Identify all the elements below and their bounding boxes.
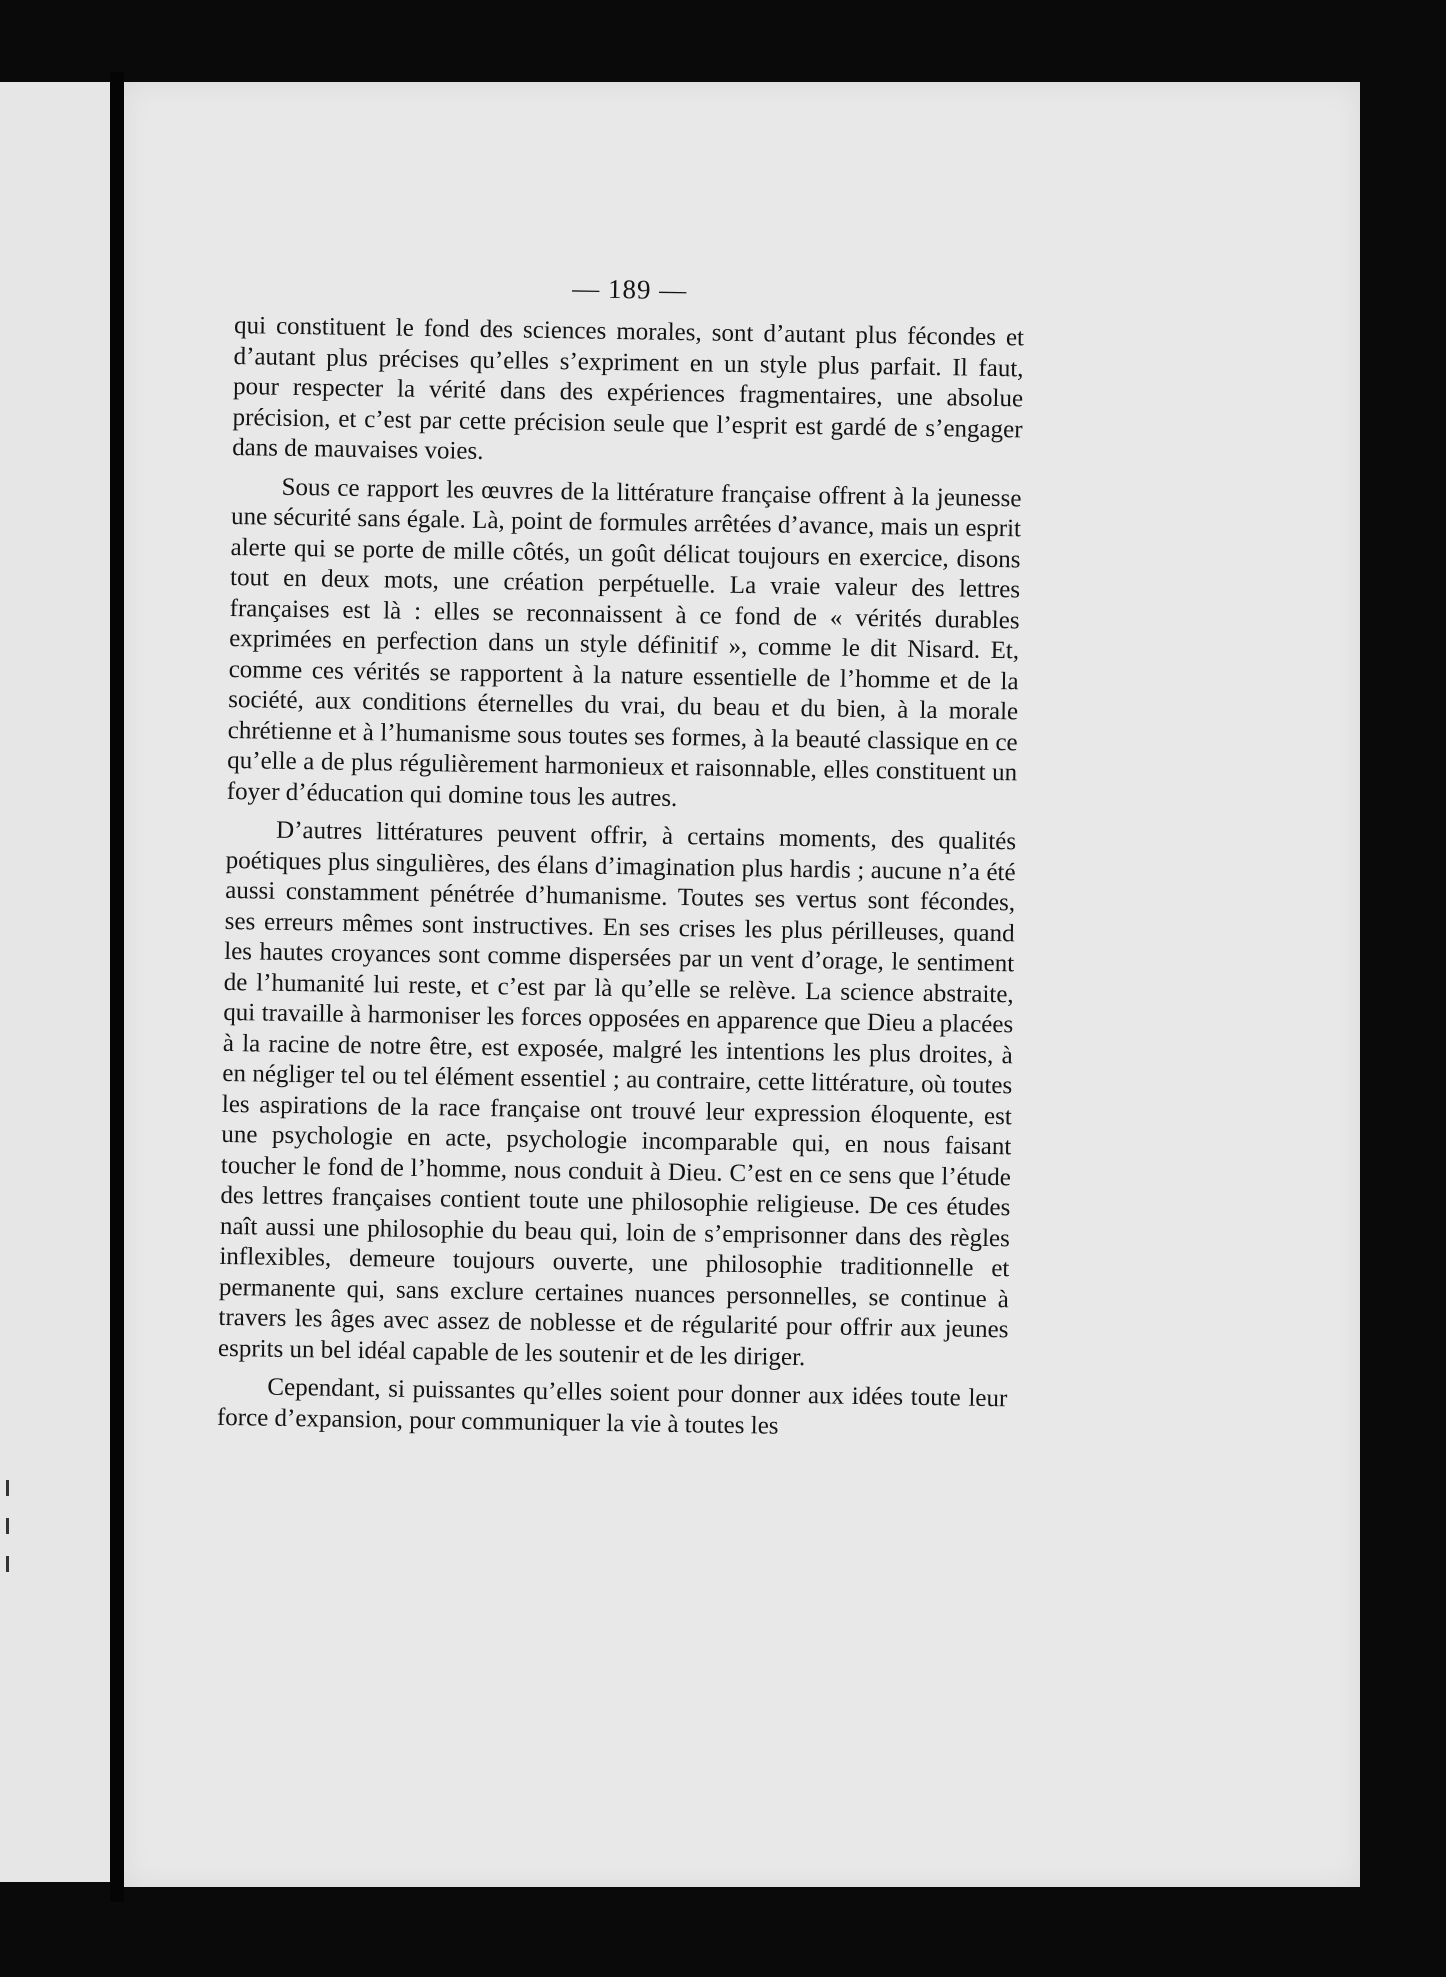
book-spine bbox=[110, 72, 124, 1902]
facing-page-edge bbox=[0, 82, 110, 1882]
paragraph: Sous ce rapport les œuvres de la littérature française offrent à la jeunesse une sécurité sans égale. Là, point de formules arrêtées d’avance, mais un esprit alerte qui se porte de mille côtés, un goût délicat toujours en exercice, disons tout en deux mots, une création perpétuelle. La vraie valeur des lettres françaises est là : elles se reconnaissent à ce fond de « vérités durables exprimées en perfection dans un style définitif », comme le dit Nisard. Et, comme ces vérités se rapportent à la nature essentielle de l’homme et de la société, aux conditions éternelles du vrai, du beau et du bien, à la morale chrétienne et à l’humanisme sous toutes ses formes, à la beauté classique en ce qu’elle a de plus régulièrement harmonieux et raisonnable, elles constituent un foyer d’éducation qui domine tous les autres. bbox=[226, 473, 1022, 812]
margin-marks bbox=[6, 1480, 12, 1594]
paragraph: qui constituent le fond des sciences morales, sont d’autant plus fécondes et d’autant plus précises qu’elles s’expriment en un style plus parfait. Il faut, pour respecter la vérité dans des expériences fragmentaires, une absolue précision, et c’est par cette précision seule que l’esprit est gardé de s’engager dans de mauvaises voies. bbox=[231, 311, 1025, 465]
page-content bbox=[217, 268, 1025, 1453]
paragraph: Cependant, si puissantes qu’elles soient pour donner aux idées toute leur force d’expansion, pour communiquer la vie à toutes les bbox=[216, 1373, 1008, 1440]
paragraph: D’autres littératures peuvent offrir, à certains moments, des qualités poétiques plus singulières, des élans d’imagination plus hardis ; aucune n’a été aussi constamment pénétrée d’humanisme. Toutes ses vertus sont fécondes, ses erreurs mêmes sont instructives. En ses crises les plus périlleuses, quand les hautes croyances sont comme dispersées par un vent d’orage, le sentiment de l’humanité lui reste, et c’est par là qu’elle se relève. La science abstraite, qui travaille à harmoniser les forces opposées en apparence que Dieu a placées à la racine de notre être, est exposée, malgré les intentions les plus droites, à en négliger tel ou tel élément essentiel ; au contraire, cette littérature, où toutes les aspirations de la race française ont trouvé leur expression éloquente, est une psychologie en acte, psychologie incomparable qui, en nous faisant toucher le fond de l’homme, nous conduit à Dieu. C’est en ce sens que l’étude des lettres françaises contient toute une philosophie religieuse. De ces études naît aussi une philosophie du beau qui, loin de s’emprisonner dans des règles inflexibles, demeure toujours ouverte, une philosophie traditionnelle et permanente qui, sans exclure certaines nuances personnelles, se continue à travers les âges avec assez de noblesse et de régularité pour offrir aux jeunes esprits un bel idéal capable de les soutenir et de les diriger. bbox=[217, 816, 1017, 1371]
page-number: — 189 — bbox=[571, 273, 688, 306]
